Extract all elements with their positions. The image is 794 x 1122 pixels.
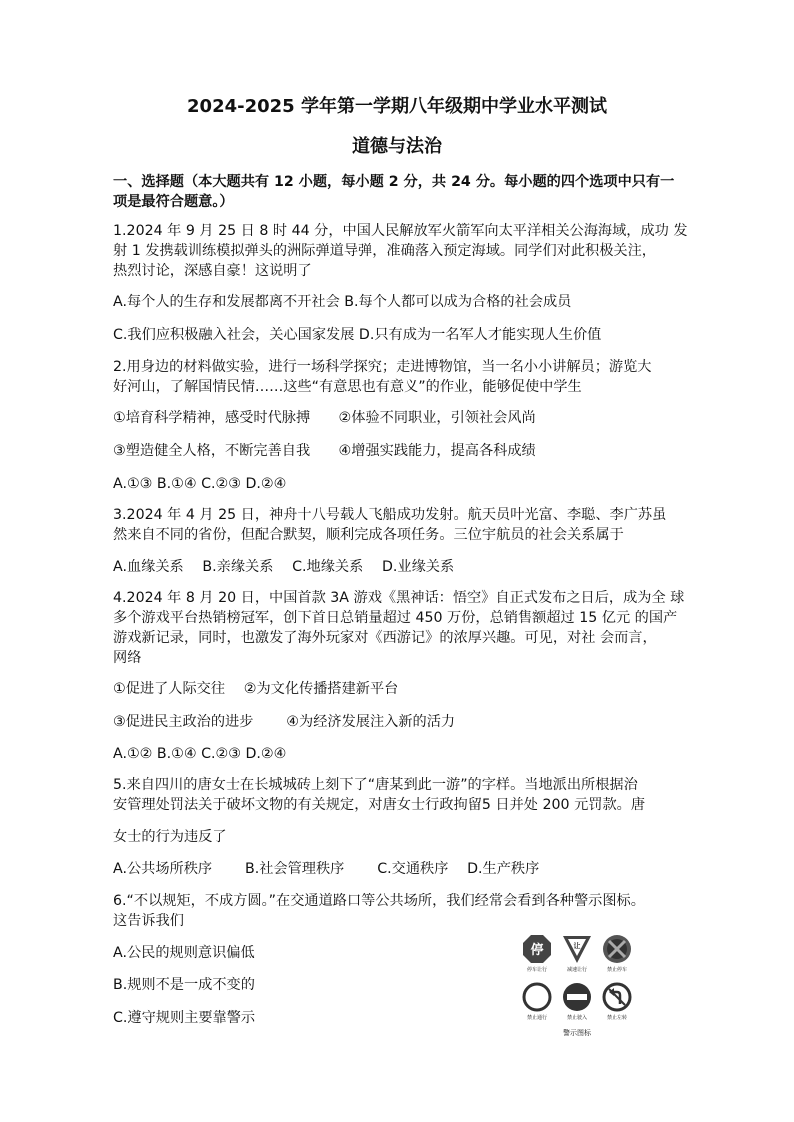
q5-stem-line2: 安管理处罚法关于破坏文物的有关规定，对唐女士行政拘留5 日并处 200 元罚款。唐 — [113, 797, 646, 813]
q2-statements-34: ③塑造健全人格，不断完善自我 ④增强实践能力，提高各科成绩 — [113, 443, 536, 459]
q1-stem-line3: 热烈讨论，深感自豪！这说明了 — [113, 263, 312, 279]
no-parking-icon — [602, 934, 632, 964]
q3-stem-line2: 然来自不同的省份，但配合默契，顺利完成各项任务。三位宇航员的社会关系属于 — [113, 527, 624, 543]
q6-stem-line2: 这告诉我们 — [113, 913, 184, 929]
q2-stem-line1: 2.用身边的材料做实验，进行一场科学探究；走进博物馆，当一名小小讲解员；游览大 — [113, 359, 652, 375]
q4-stem-line1: 4.2024 年 8 月 20 日，中国首款 3A 游戏《黑神话：悟空》自正式发布之日后，成为全 球 — [113, 590, 685, 606]
q3-stem-line1: 3.2024 年 4 月 25 日，神舟十八号载人飞船成功发射。航天员叶光富、李聪、李广苏虽 — [113, 507, 667, 523]
q2-stem-line2: 好河山，了解国情民情……这些“有意思也有意义”的作业，能够促使中学生 — [113, 379, 582, 395]
stop-sign-char: 停 — [530, 943, 544, 958]
yield-sign-icon — [562, 934, 592, 964]
do-not-enter-icon — [562, 982, 592, 1012]
q4-stem-line2: 多个游戏平台热销榜冠军，创下首日总销量超过 450 万份，总销售额超过 15 亿元 的国产 — [113, 610, 678, 626]
q5-stem-line3: 女士的行为违反了 — [113, 829, 227, 845]
sign-label-do-not-enter: 禁止驶入 — [566, 1015, 587, 1021]
sign-label-no-left-turn: 禁止左转 — [606, 1015, 627, 1021]
figure-caption: 警示图标 — [563, 1029, 591, 1037]
sign-label-no-thoroughfare: 禁止通行 — [526, 1015, 547, 1021]
q4-stem-line3: 游戏新记录，同时，也激发了海外玩家对《西游记》的浓厚兴趣。可见，对社 会而言， — [113, 630, 657, 646]
exam-title: 2024-2025 学年第一学期八年级期中学业水平测试 — [187, 96, 607, 117]
section-heading-line2: 项是最符合题意。） — [113, 194, 234, 210]
subject-title: 道德与法治 — [352, 136, 442, 157]
sign-label-stop: 停车让行 — [526, 967, 547, 973]
q1-stem-line1: 1.2024 年 9 月 25 日 8 时 44 分，中国人民解放军火箭军向太平洋相关公海海域，成功 发 — [113, 223, 688, 239]
q1-stem-line2: 射 1 发携载训练模拟弹头的洲际弹道导弹，准确落入预定海域。同学们对此积极关注， — [113, 243, 656, 259]
q4-stem-line4: 网络 — [113, 650, 142, 666]
sign-label-yield: 减速让行 — [566, 967, 587, 973]
no-left-turn-icon — [602, 982, 632, 1012]
q6-stem-line1: 6.“不以规矩，不成方圆。”在交通道路口等公共场所，我们经常会看到各种警示图标。 — [113, 893, 645, 909]
stop-sign-icon — [522, 934, 552, 964]
q4-statements-12: ①促进了人际交往 ②为文化传播搭建新平台 — [113, 681, 399, 697]
q6-option-b: B.规则不是一成不变的 — [113, 977, 255, 993]
yield-sign-char: 让 — [573, 942, 581, 950]
q4-options: A.①② B.①④ C.②③ D.②④ — [113, 746, 287, 762]
q2-statements-12: ①培育科学精神，感受时代脉搏 ②体验不同职业，引领社会风尚 — [113, 410, 536, 426]
q5-stem-line1: 5.来自四川的唐女士在长城城砖上刻下了“唐某到此一游”的字样。当地派出所根据治 — [113, 777, 638, 793]
q4-statements-34: ③促进民主政治的进步 ④为经济发展注入新的活力 — [113, 714, 456, 730]
q2-options: A.①③ B.①④ C.②③ D.②④ — [113, 476, 287, 492]
q1-options-cd: C.我们应积极融入社会，关心国家发展 D.只有成为一名军人才能实现人生价值 — [113, 327, 602, 343]
section-heading-line1: 一、选择题（本大题共有 12 小题，每小题 2 分，共 24 分。每小题的四个选项中只有一 — [113, 174, 675, 190]
q6-option-c: C.遵守规则主要靠警示 — [113, 1010, 256, 1026]
q1-options-ab: A.每个人的生存和发展都离不开社会 B.每个人都可以成为合格的社会成员 — [113, 294, 572, 310]
q5-options: A.公共场所秩序 B.社会管理秩序 C.交通秩序 D.生产秩序 — [113, 861, 540, 877]
no-thoroughfare-icon — [522, 982, 552, 1012]
sign-label-no-parking: 禁止停车 — [606, 967, 627, 973]
q3-options: A.血缘关系 B.亲缘关系 C.地缘关系 D.业缘关系 — [113, 559, 455, 575]
q6-option-a: A.公民的规则意识偏低 — [113, 945, 255, 961]
warning-signs-figure — [518, 930, 636, 1042]
